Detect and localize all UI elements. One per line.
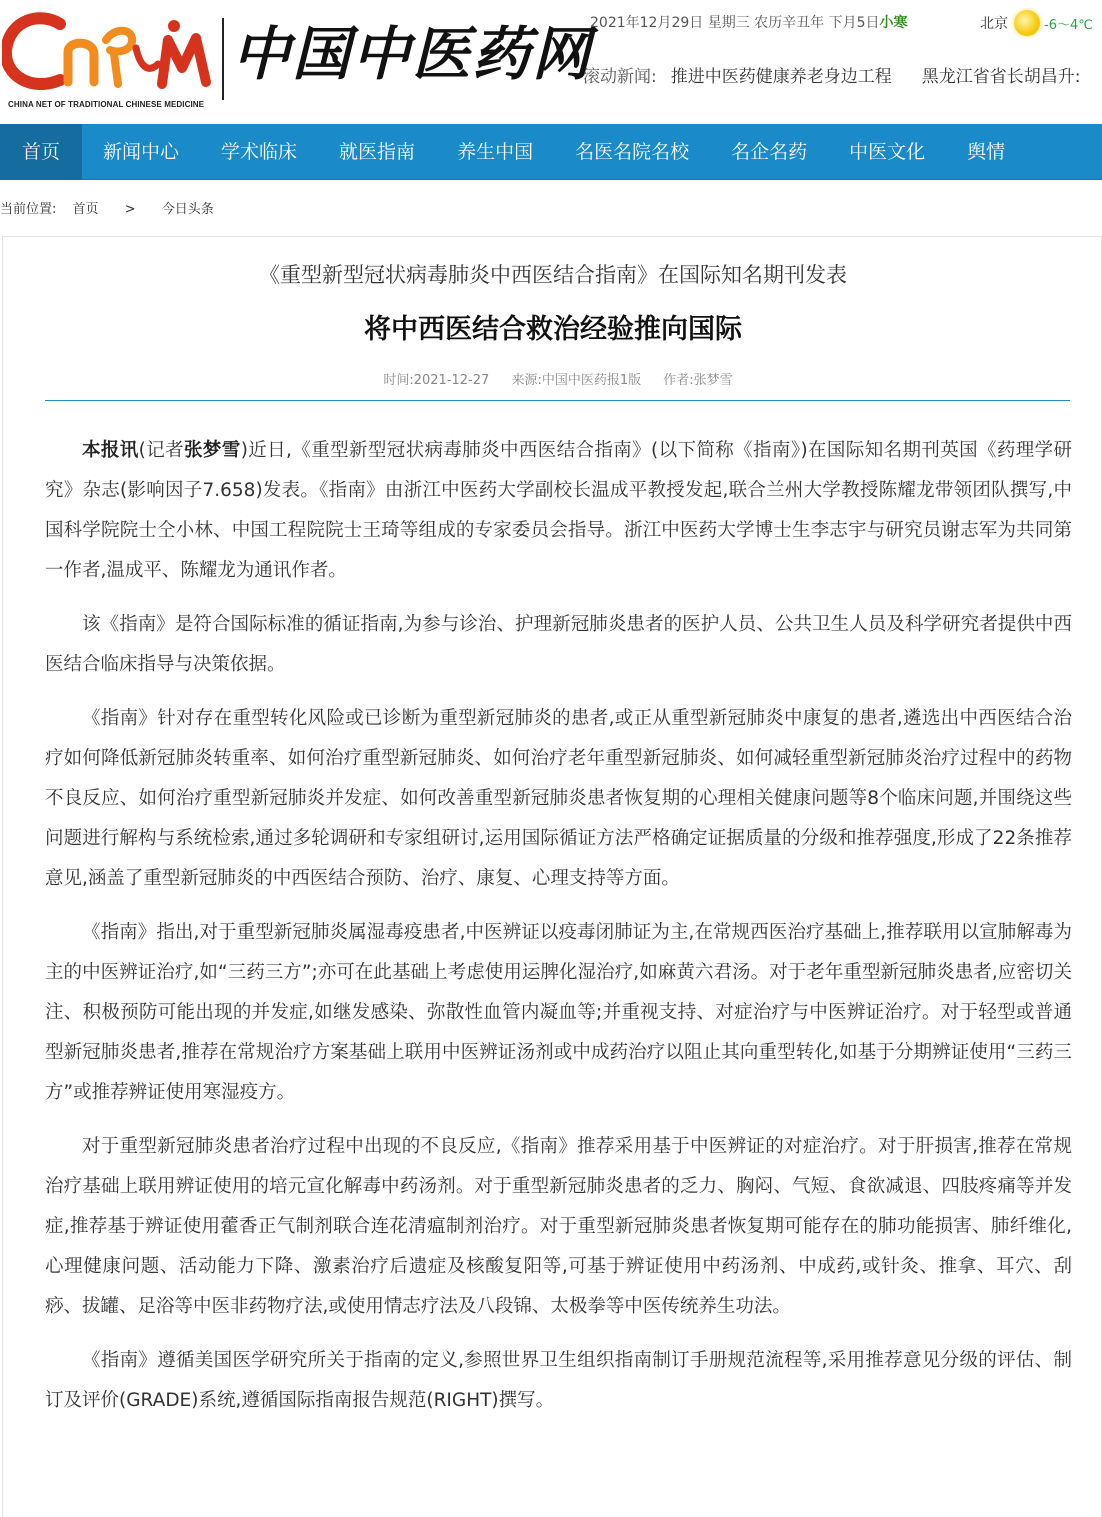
article-body xyxy=(45,431,1072,1435)
nav-item-academic[interactable]: 学术临床 xyxy=(221,140,298,163)
nav-item-companies[interactable]: 名企名药 xyxy=(731,140,808,163)
sunny-icon xyxy=(1014,10,1040,36)
lead-label: 本报讯 xyxy=(82,440,139,461)
paragraph-text: (记者 xyxy=(138,440,185,461)
article-paragraph: 《指南》指出,对于重型新冠肺炎属湿毒疫患者,中医辨证以疫毒闭肺证为主,在常规西医治疗基础上,推荐联用以宣肺解毒为主的中医辨证治疗,如“三药三方”;亦可在此基础上考虑使用运脾化湿治疗,如麻黄六君汤。对于老年重型新冠肺炎患者,应密切关注、积极预防可能出现的并发症,如继发感染、弥散性血管内凝血等;并重视支持、对症治疗与中医辨证治疗。对于轻型或普通型新冠肺炎患者,推荐在常规治疗方案基础上联用中医辨证汤剂或中成药治疗以阻止其向重型转化,如基于分期辨证使用“三药三方”或推荐辨证使用寒湿疫方。 xyxy=(45,922,1072,1103)
paragraph-text: )近日,《重型新型冠状病毒肺炎中西医结合指南》(以下简称《指南》)在国际知名期刊英国《药理学研究》杂志(影响因子7.658)发表。《指南》由浙江中医药大学副校长温成平教授发起,联合兰州大学教授陈耀龙带领团队撰写,中国科学院院士仝小林、中国工程院院士王琦等组成的专家委员会指导。浙江中医药大学博士生李志宇与研究员谢志军为共同第一作者,温成平、陈耀龙为通讯作者。 xyxy=(45,440,1072,581)
breadcrumb xyxy=(0,198,214,217)
title-divider xyxy=(45,400,1070,401)
solar-term: 小寒 xyxy=(879,15,908,31)
article-paragraph: 对于重型新冠肺炎患者治疗过程中出现的不良反应,《指南》推荐采用基于中医辨证的对症治疗。对于肝损害,推荐在常规治疗基础上联用辨证使用的培元宣化解毒中药汤剂。对于重型新冠肺炎患者的乏力、胸闷、气短、食欲减退、四肢疼痛等并发症,推荐基于辨证使用藿香正气制剂联合连花清瘟制剂治疗。对于重型新冠肺炎患者恢复期可能存在的肺功能损害、肺纤维化,心理健康问题、活动能力下降、激素治疗后遗症及核酸复阳等,可基于辨证使用中药汤剂、中成药,或针灸、推拿、耳穴、刮痧、拔罐、足浴等中医非药物疗法,或使用情志疗法及八段锦、太极拳等中医传统养生功法。 xyxy=(45,1136,1072,1317)
nav-item-culture[interactable]: 中医文化 xyxy=(849,140,926,163)
article-subtitle: 《重型新型冠状病毒肺炎中西医结合指南》在国际知名期刊发表 xyxy=(259,263,847,287)
logo-subtitle: CHINA NET OF TRADITIONAL CHINESE MEDICINE xyxy=(8,100,205,109)
article xyxy=(2,236,1102,1517)
nav-item-health[interactable]: 养生中国 xyxy=(457,140,534,163)
nav-item-public-opinion[interactable]: 舆情 xyxy=(967,140,1006,163)
main-nav xyxy=(0,124,1102,180)
logo-mark-icon xyxy=(2,10,217,90)
site-logo[interactable] xyxy=(2,10,224,109)
article-paragraph xyxy=(45,431,1072,591)
article-time: 时间:2021-12-27 xyxy=(383,373,490,388)
nav-item-famous-doctors[interactable]: 名医名院名校 xyxy=(575,140,690,163)
article-title: 将中西医结合救治经验推向国际 xyxy=(364,314,742,345)
article-paragraph: 《指南》针对存在重型转化风险或已诊断为重型新冠肺炎的患者,或正从重型新冠肺炎中康复的患者,遴选出中西医结合治疗如何降低新冠肺炎转重率、如何治疗重型新冠肺炎、如何治疗老年重型新冠肺炎、如何减轻重型新冠肺炎治疗过程中的药物不良反应、如何治疗重型新冠肺炎并发症、如何改善重型新冠肺炎患者恢复期的心理相关健康问题等8个临床问题,并围绕这些问题进行解构与系统检索,通过多轮调研和专家组研讨,运用国际循证方法严格确定证据质量的分级和推荐强度,形成了22条推荐意见,涵盖了重型新冠肺炎的中西医结合预防、治疗、康复、心理支持等方面。 xyxy=(45,708,1072,889)
news-ticker xyxy=(583,62,1102,88)
article-paragraph: 该《指南》是符合国际标准的循证指南,为参与诊治、护理新冠肺炎患者的医护人员、公共卫生人员及科学研究者提供中西医结合临床指导与决策依据。 xyxy=(45,614,1072,675)
site-title[interactable]: 中国中医药网 xyxy=(232,20,593,88)
reporter-name: 张梦雪 xyxy=(184,440,241,461)
breadcrumb-home-link[interactable]: 首页 xyxy=(72,202,99,217)
ticker-label: 滚动新闻: xyxy=(583,67,657,87)
site-header xyxy=(0,0,1102,124)
weather-city: 北京 xyxy=(980,16,1008,32)
article-author: 作者:张梦雪 xyxy=(663,373,733,388)
nav-item-home[interactable]: 首页 xyxy=(0,124,82,180)
article-paragraph: 《指南》遵循美国医学研究所关于指南的定义,参照世界卫生组织指南制订手册规范流程等,采用推荐意见分级的评估、制订及评价(GRADE)系统,遵循国际指南报告规范(RIGHT)撰写。 xyxy=(45,1350,1072,1411)
weather-widget xyxy=(980,10,1093,36)
date-line xyxy=(590,12,908,32)
breadcrumb-separator: > xyxy=(124,202,136,217)
ticker-item[interactable]: 推进中医药健康养老身边工程 xyxy=(670,67,892,87)
logo-divider xyxy=(222,18,224,100)
breadcrumb-current-link[interactable]: 今日头条 xyxy=(161,202,214,217)
nav-item-medical-guide[interactable]: 就医指南 xyxy=(339,140,416,163)
breadcrumb-label: 当前位置: xyxy=(0,202,57,217)
current-date: 2021年12月29日 星期三 农历辛丑年 下月5日 xyxy=(590,15,880,31)
article-meta xyxy=(3,369,1102,388)
nav-item-news[interactable]: 新闻中心 xyxy=(103,140,180,163)
article-source: 来源:中国中医药报1版 xyxy=(511,373,642,388)
weather-temp: -6～4℃ xyxy=(1044,17,1093,33)
ticker-item[interactable]: 黑龙江省省长胡昌升: xyxy=(921,67,1081,87)
